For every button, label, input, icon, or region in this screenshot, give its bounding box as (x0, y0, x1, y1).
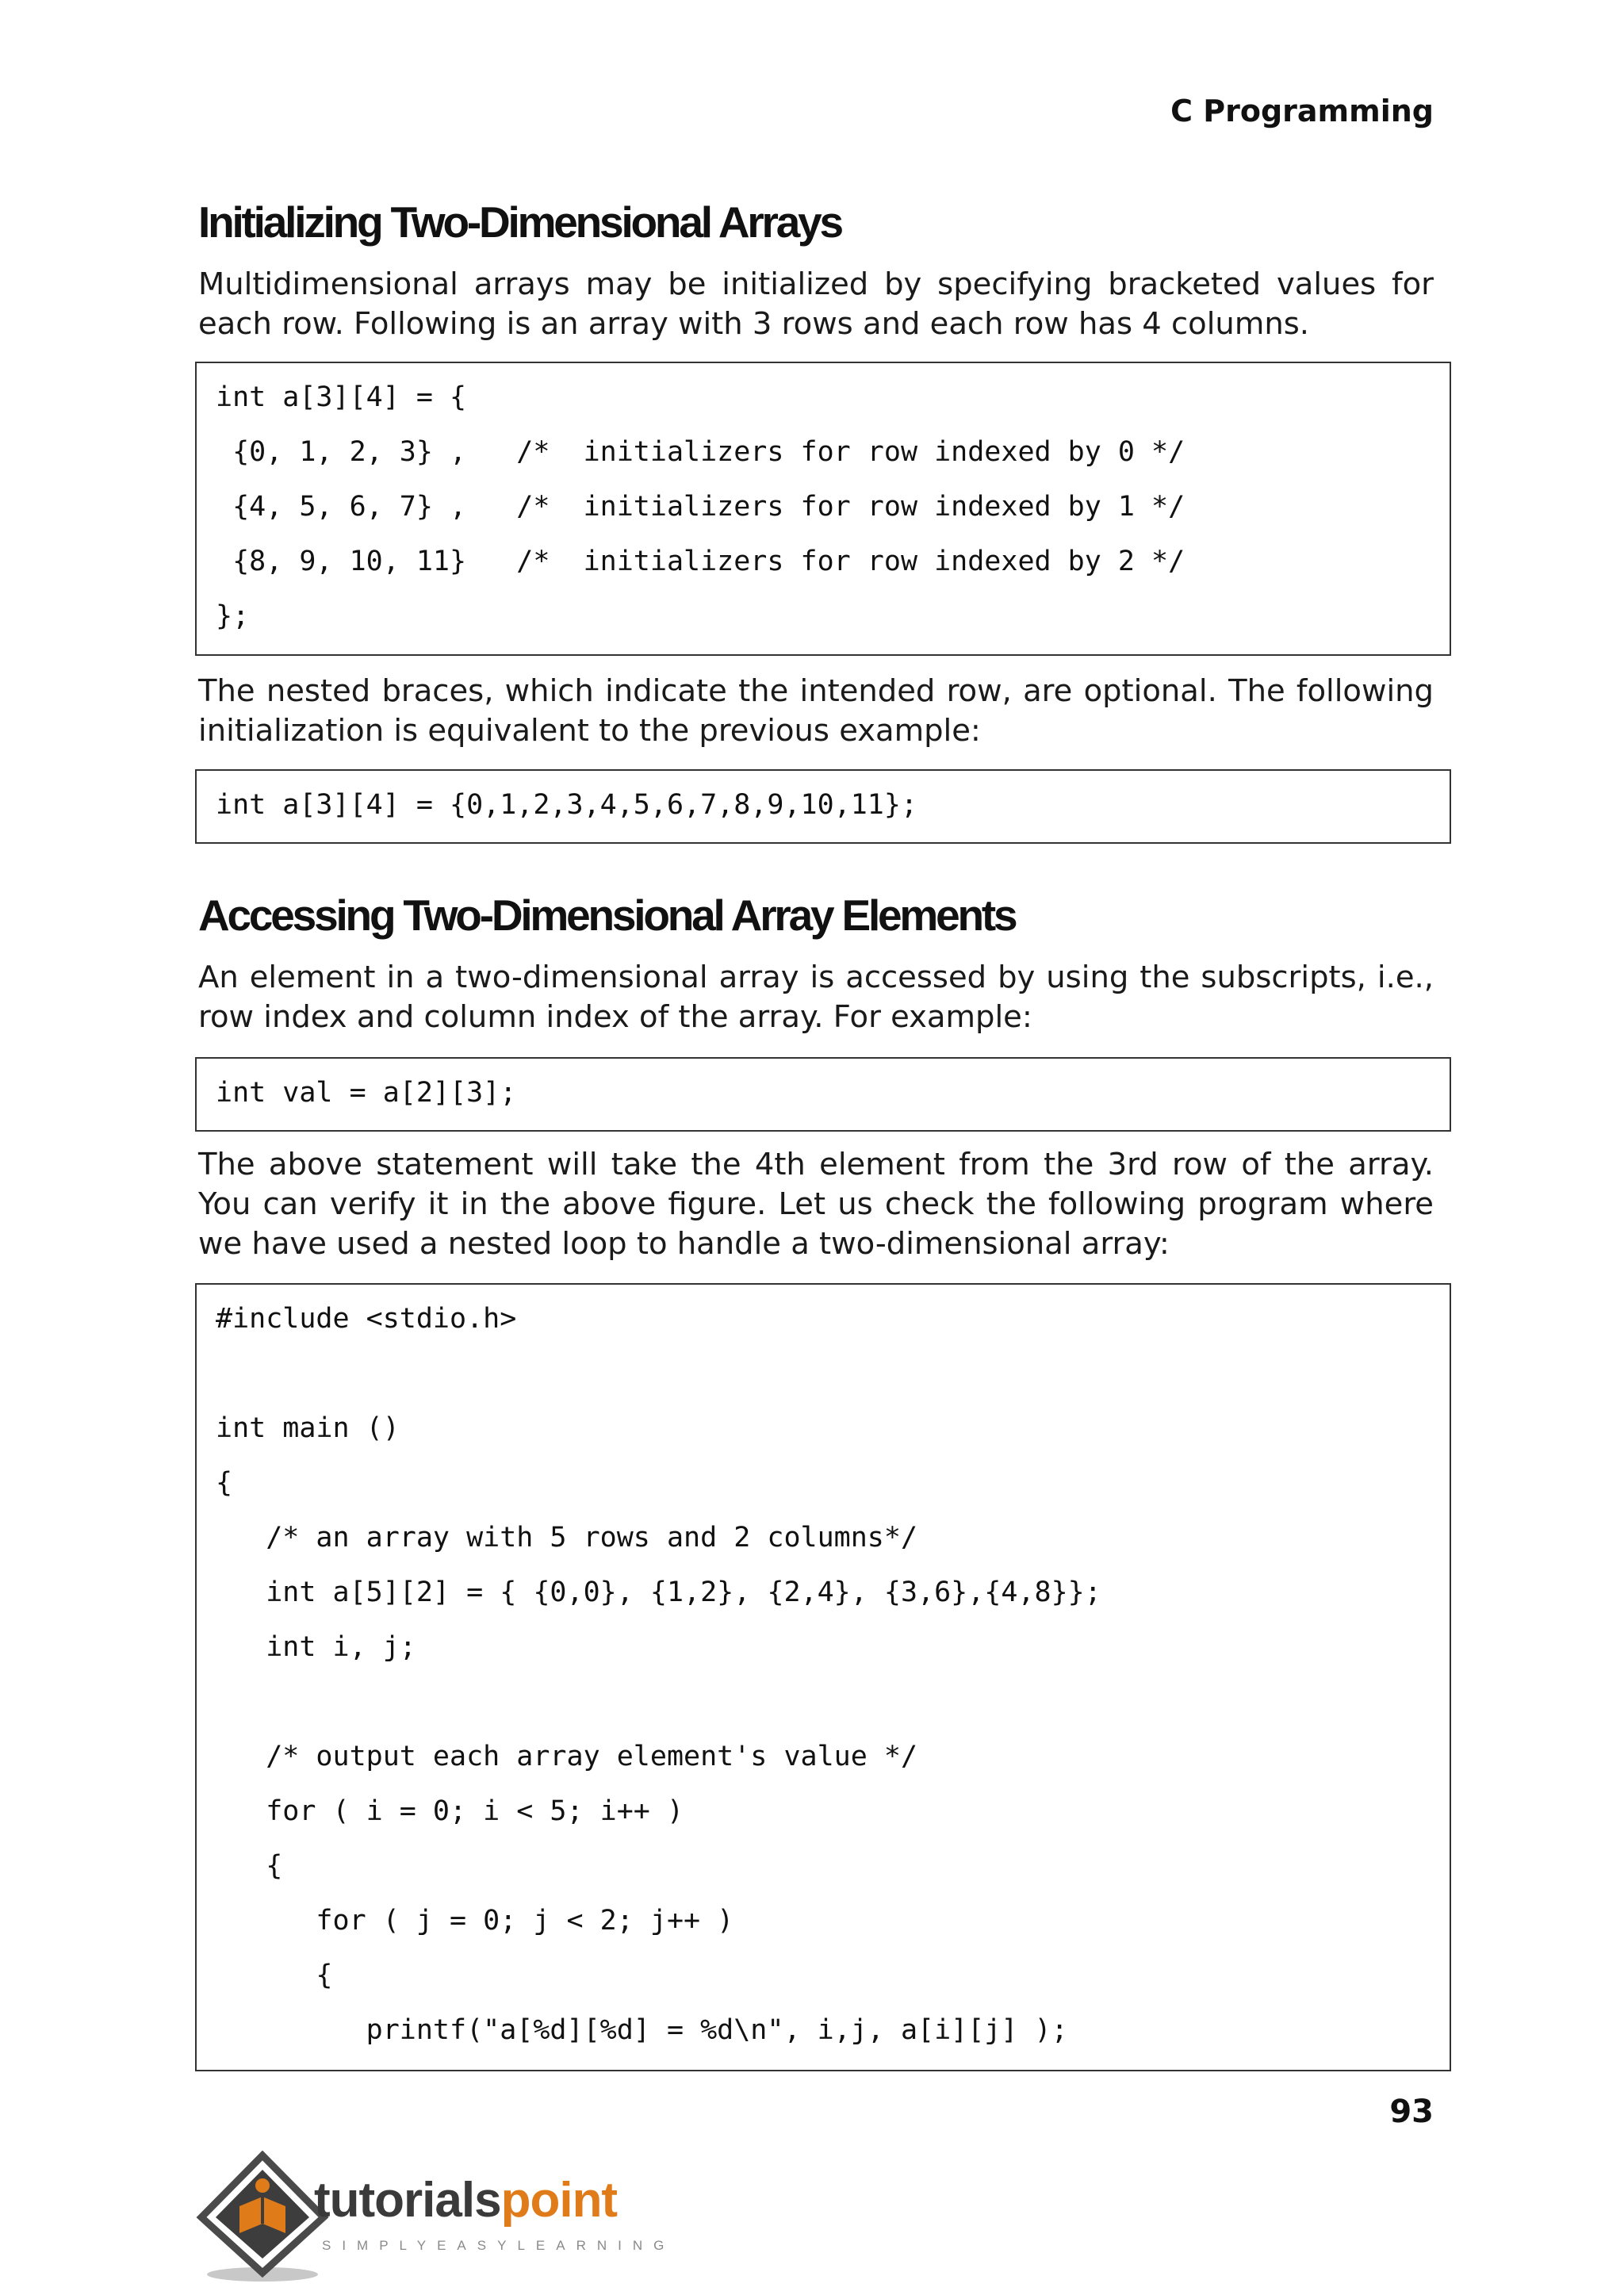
code-line: int a[3][4] = {0,1,2,3,4,5,6,7,8,9,10,11}; (216, 789, 918, 821)
logo-wordmark (314, 2173, 617, 2228)
code-line: int main () (216, 1412, 400, 1444)
code-block-flat-init (195, 769, 1451, 844)
code-line: int a[5][2] = { {0,0}, {1,2}, {2,4}, {3,6},{4,8}}; (216, 1577, 1101, 1608)
paragraph-initializing-intro: Multidimensional arrays may be initialized by specifying bracketed values for each row. Following is an array with 3 rows and each row has 4 columns. (198, 266, 1434, 342)
code-line: { (216, 1467, 233, 1499)
running-header: C Programming (1170, 94, 1434, 128)
tutorialspoint-logo (195, 2151, 676, 2285)
code-line (216, 1355, 1431, 1410)
page-number: 93 (1389, 2094, 1434, 2130)
code-block-access-element (195, 1057, 1451, 1132)
logo-tagline: SIMPLYEASYLEARNING (322, 2238, 676, 2253)
code-line: {8, 9, 10, 11} /* initializers for row indexed by 2 */ (216, 546, 1185, 577)
code-line: for ( j = 0; j < 2; j++ ) (216, 1905, 734, 1937)
paragraph-accessing-intro: An element in a two-dimensional array is accessed by using the subscripts, i.e., row index and column index of the array. For example: (198, 960, 1434, 1035)
code-block-array-init (195, 362, 1451, 656)
paragraph-nested-braces: The nested braces, which indicate the intended row, are optional. The following initialization is equivalent to the previous example: (198, 673, 1434, 749)
code-line: { (216, 1850, 283, 1882)
code-line: int val = a[2][3]; (216, 1077, 517, 1109)
code-line: {0, 1, 2, 3} , /* initializers for row indexed by 0 */ (216, 436, 1185, 468)
code-line: /* an array with 5 rows and 2 columns*/ (216, 1522, 918, 1554)
code-line: }; (216, 600, 250, 632)
logo-word-tutorials: tutorials (314, 2173, 501, 2228)
code-line: int a[3][4] = { (216, 381, 467, 413)
code-line: {4, 5, 6, 7} , /* initializers for row indexed by 1 */ (216, 491, 1185, 523)
code-line: for ( i = 0; i < 5; i++ ) (216, 1795, 684, 1827)
section-heading-accessing: Accessing Two-Dimensional Array Elements (198, 891, 1016, 940)
code-line: printf("a[%d][%d] = %d\n", i,j, a[i][j] ); (216, 2014, 1068, 2046)
code-line (216, 1684, 1431, 1738)
paragraph-statement-explanation: The above statement will take the 4th element from the 3rd row of the array. You can verify it in the above figure. Let us check the following program where we have used a nested loop to handle a two-dimensional array: (198, 1147, 1434, 1262)
logo-diamond-icon (195, 2151, 330, 2285)
code-line: /* output each array element's value */ (216, 1741, 918, 1772)
code-line: { (216, 1960, 333, 1991)
code-line: #include <stdio.h> (216, 1303, 517, 1335)
section-heading-initializing: Initializing Two-Dimensional Arrays (198, 197, 841, 247)
logo-word-point: point (500, 2173, 618, 2228)
code-line: int i, j; (216, 1631, 416, 1663)
code-block-nested-loop-program (195, 1283, 1451, 2071)
